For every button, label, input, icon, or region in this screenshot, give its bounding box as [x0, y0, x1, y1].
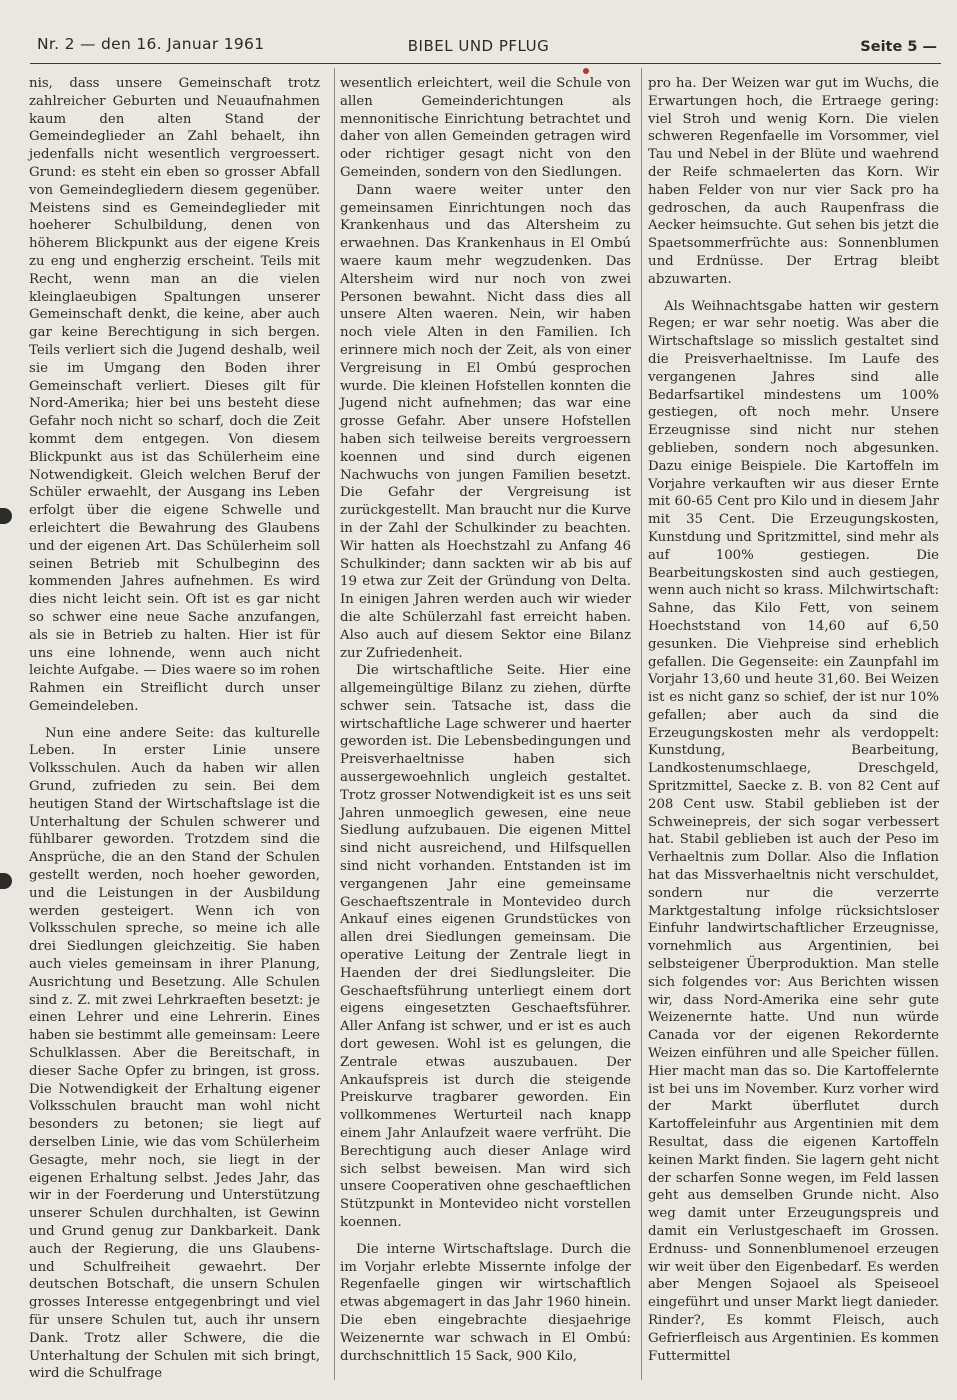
paragraph: Die wirtschaftliche Seite. Hier eine allgemeingültige Bilanz zu ziehen, dürfte schwer sein. Tatsache ist, dass die wirtschaftliche Lage schwerer und haerter geworden ist. Die Lebensbedingungen und Preisverhaeltnisse haben sich aussergewoehnlich ungleich gestaltet. Trotz grosser Notwendigkeit ist es uns seit Jahren unmoeglich gewesen, eine neue Siedlung aufzubauen. Die eigenen Mittel sind nicht ausreichend, und Hilfsquellen sind nicht vorhanden. Entstanden ist im vergangenen Jahr eine gemeinsame Geschaeftszentrale in Montevideo durch Ankauf eines eigenen Grundstückes von allen drei Siedlungen gemeinsam. Die operative Leitung der Zentrale liegt in Haenden der drei Siedlungsleiter. Die Geschaeftsführung unterliegt einem dort eigens eingesetzten Geschaeftsführer. Aller Anfang ist schwer, und er ist es auch dort gewesen. Wohl ist es gelungen, die Zentrale etwas auszubauen. Der Ankaufspreis ist durch die steigende Preiskurve tragbarer geworden. Ein vollkommenes Werturteil nach knapp einem Jahr Anlaufzeit waere verfrüht. Die Berechtigung auch dieser Anlage wird sich selbst beweisen. Man wird sich unsere Cooperativen ohne geschaeftlichen Stützpunkt in Montevideo nicht vorstellen koennen. — [340, 663, 631, 1230]
paragraph: Nun eine andere Seite: das kulturelle Leben. In erster Linie unsere Volksschulen. Auch da haben wir allen Grund, zufrieden zu sein. Bei dem heutigen Stand der Wirtschaftslage ist die Unterhaltung der Schulen schwerer und fühlbarer geworden. Trotzdem sind die Ansprüche, die an den Stand der Schulen gestellt werden, noch hoeher geworden, und die Leistungen in der Ausbildung werden gesteigert. Wenn ich von Volksschulen spreche, so meine ich alle drei Siedlungen gleichzeitig. Sie haben auch vieles gemeinsam in ihrer Planung, Ausrichtung und Besetzung. Alle Schulen sind z. Z. mit zwei Lehrkraeften besetzt: je einen Lehrer und eine Lehrerin. Eines haben sie bestimmt alle gemeinsam: Leere Schulklassen. Aber die Bereitschaft, in dieser Sache Opfer zu bringen, ist gross. Die Notwendigkeit der Erhaltung eigener Volksschulen braucht man wohl nicht besonders zu betonen; sie liegt auf derselben Linie, wie das vom Schülerheim Gesagte, mehr noch, sie liegt in der eigenen Erhaltung selbst. Jedes Jahr, das wir in der Foerderung und Unterstützung unserer Schulen durchhalten, ist Gewinn und Grund genug zur Dankbarkeit. Dank auch der Regierung, die uns Glaubens- und Schulfreiheit gewaehrt. Der deutschen Botschaft, die unsern Schulen grosses Interesse entgegenbringt und viel für unsere Schulen tut, auch ihr unsern Dank. Trotz aller Schwere, die die Unterhaltung der Schulen mit sich bringt, wird die Schulfrage — [29, 725, 320, 1382]
paragraph: Die interne Wirtschaftslage. Durch die im Vorjahr erlebte Missernte infolge der Regenfaelle gingen wir wirtschaftlich etwas abgemagert in das Jahr 1960 hinein. Die eben eingebrachte diesjaehrige Weizenernte war schwach in El Ombú: durchschnittlich 15 Sack, 900 Kilo, — [340, 1241, 631, 1364]
paragraph: Dann waere weiter unter den gemeinsamen Einrichtungen noch das Krankenhaus und das Altersheim zu erwaehnen. Das Krankenhaus in El Ombú waere kaum mehr wegzudenken. Das Altersheim wird nur noch von zwei Personen bewahnt. Nicht dass dies all unsere Alten waeren. Nein, wir haben noch viele Alten in den Familien. Ich erinnere mich noch der Zeit, als von einer Vergreisung in El Ombú gesprochen wurde. Die kleinen Hofstellen konnten die Jugend nicht aufnehmen; das war eine grosse Gefahr. Aber unsere Hofstellen haben sich teilweise bereits vergroessern koennen und sind durch eigenen Nachwuchs von jungen Familien besetzt. Die Gefahr der Vergreisung ist zurückgestellt. Man braucht nur die Kurve in der Zahl der Schulkinder zu beachten. Wir hatten als Hoechstzahl zu Anfang 46 Schulkinder; dann sackten wir ab bis auf 19 etwa zur Zeit der Gründung von Delta. In einigen Jahren werden auch wir wieder die alte Schülerzahl fast erreicht haben. Also auch auf diesem Sektor eine Bilanz zur Zufriedenheit. — [340, 182, 631, 661]
column-divider-1 — [334, 68, 335, 1380]
page-number: Seite 5 — — [860, 39, 937, 55]
binding-hole-2 — [0, 873, 12, 889]
paragraph: nis, dass unsere Gemeinschaft trotz zahlreicher Geburten und Neuaufnahmen kaum den alten Stand der Gemeindeglieder an Zahl behaelt, ihn jedenfalls nicht wesentlich vergroessert. Grund: es steht ein eben so grosser Abfall von Gemeindegliedern diesem gegenüber. Meistens sind es Gemeindeglieder mit hoeherer Schulbildung, denen von höherem Blickpunkt aus der eigene Kreis zu eng und engherzig erscheint. Teils mit Recht, wenn man an die vielen kleinglaeubigen Spaltungen unserer Gemeinschaft denkt, die keine, aber auch gar keine Berechtigung in sich bergen. Teils verliert sich die Jugend deshalb, weil sie im Umgang den Boden ihrer Gemeinschaft verliert. Dieses gilt für Nord-Amerika; hier bei uns besteht diese Gefahr noch nicht so scharf, doch die Zeit kommt dem entgegen. Von diesem Blickpunkt aus ist das Schülerheim eine Notwendigkeit. Gleich welchen Beruf der Schüler erwaehlt, der Ausgang ins Leben erfolgt über die eigene Schwelle und erleichtert die Bewahrung des Glaubens und der eigenen Art. Das Schülerheim soll seinen Betrieb mit Schulbeginn des kommenden Jahres aufnehmen. Es wird dies nicht leicht sein. Oft ist es gar nicht so schwer eine neue Sache anzufangen, als sie in Betrieb zu halten. Hier ist für uns eine lohnende, wenn auch nicht leichte Aufgabe. — Dies waere so im rohen Rahmen ein Streiflicht durch unser Gemeindeleben. — [29, 76, 320, 714]
article-column-2 — [340, 75, 631, 1365]
paragraph: pro ha. Der Weizen war gut im Wuchs, die Erwartungen hoch, die Ertraege gering: viel Stroh und wenig Korn. Die vielen schweren Regenfaelle im Vorsommer, viel Tau und Nebel in der Blüte und waehrend der Reife schmaelerten das Korn. Wir haben Felder von nur vier Sack pro ha gedroschen, da auch Raupenfrass die Aecker heimsuchte. Gut sehen bis jetzt die Spaetsommerfrüchte aus: Sonnenblumen und Erdnüsse. Der Ertrag bleibt abzuwarten. — [648, 76, 939, 287]
red-mark — [583, 68, 589, 74]
paragraph: wesentlich erleichtert, weil die Schule von allen Gemeinderichtungen als mennonitische Einrichtung betrachtet und daher von allen Gemeinden getragen wird oder richtiger gesagt nicht von den Gemeinden, sondern von den Siedlungen. — [340, 76, 631, 180]
header-rule — [30, 63, 941, 64]
issue-date: Nr. 2 — den 16. Januar 1961 — [37, 35, 265, 53]
article-column-1 — [29, 75, 320, 1383]
column-divider-2 — [641, 68, 642, 1380]
page-header — [0, 30, 957, 66]
paragraph: Als Weihnachtsgabe hatten wir gestern Regen; er war sehr noetig. Was aber die Wirtschaftslage so misslich gestaltet sind die Preisverhaeltnisse. Im Laufe des vergangenen Jahres sind alle Bedarfsartikel mindestens um 100% gestiegen, oft noch mehr. Unsere Erzeugnisse sind nicht nur stehen geblieben, sondern noch abgesunken. Dazu einige Beispiele. Die Kartoffeln im Vorjahre verkauften wir aus dieser Ernte mit 60-65 Cent pro Kilo und in diesem Jahr mit 35 Cent. Die Erzeugungskosten, Kunstdung und Spritzmittel, sind mehr als auf 100% gestiegen. Die Bearbeitungskosten sind auch gestiegen, wenn auch nicht so krass. Milchwirtschaft: Sahne, das Kilo Fett, von seinem Hoechststand von 14,60 auf 6,50 gesunken. Die Viehpreise sind erheblich gefallen. Die Gegenseite: ein Zaunpfahl im Vorjahr 13,60 und heute 31,60. Bei Weizen ist es nicht ganz so schief, der ist nur 10% gefallen; aber auch da sind die Erzeugungskosten mehr als verdoppelt: Kunstdung, Bearbeitung, Landkostenumschlaege, Dreschgeld, Spritzmittel, Saecke z. B. von 82 Cent auf 208 Cent usw. Stabil geblieben ist der Schweinepreis, der sich sogar verbessert hat. Stabil geblieben ist auch der Peso im Verhaeltnis zum Dollar. Also die Inflation hat das Missverhaeltnis nicht verschuldet, sondern nur die verzerrte Marktgestaltung infolge rücksichtsloser Einfuhr landwirtschaftlicher Erzeugnisse, vornehmlich aus Argentinien, bei selbsteigener Überproduktion. Man stelle sich folgendes vor: Aus Berichten wissen wir, dass Nord-Amerika eine sehr gute Weizenernte hatte. Und nun würde Canada vor der eigenen Rekordernte Weizen einführen und alle Speicher füllen. Hier macht man das so. Die Kartoffelernte ist bei uns im November. Kurz vorher wird der Markt überflutet durch Kartoffeleinfuhr aus Argentinien mit dem Resultat, dass die eigenen Kartoffeln keinen Markt finden. Sie lagern geht nicht der scharfen Sonne wegen, im Feld lassen geht aus demselben Grunde nicht. Also weg damit unter Erzeugungspreis und damit ein Verlustgeschaeft im Grossen. Erdnuss- und Sonnenblumenoel erzeugen wir weit über den Eigenbedarf. Es werden aber Mengen Sojaoel als Speiseoel eingeführt und unser Markt liegt danieder. Rinder?, Es kommt Fleisch, auch Gefrierfleisch aus Argentinien. Es kommen Futtermittel — [648, 298, 939, 1364]
publication-title: BIBEL UND PFLUG — [407, 37, 550, 55]
binding-hole-1 — [0, 508, 12, 524]
article-column-3 — [648, 75, 939, 1365]
